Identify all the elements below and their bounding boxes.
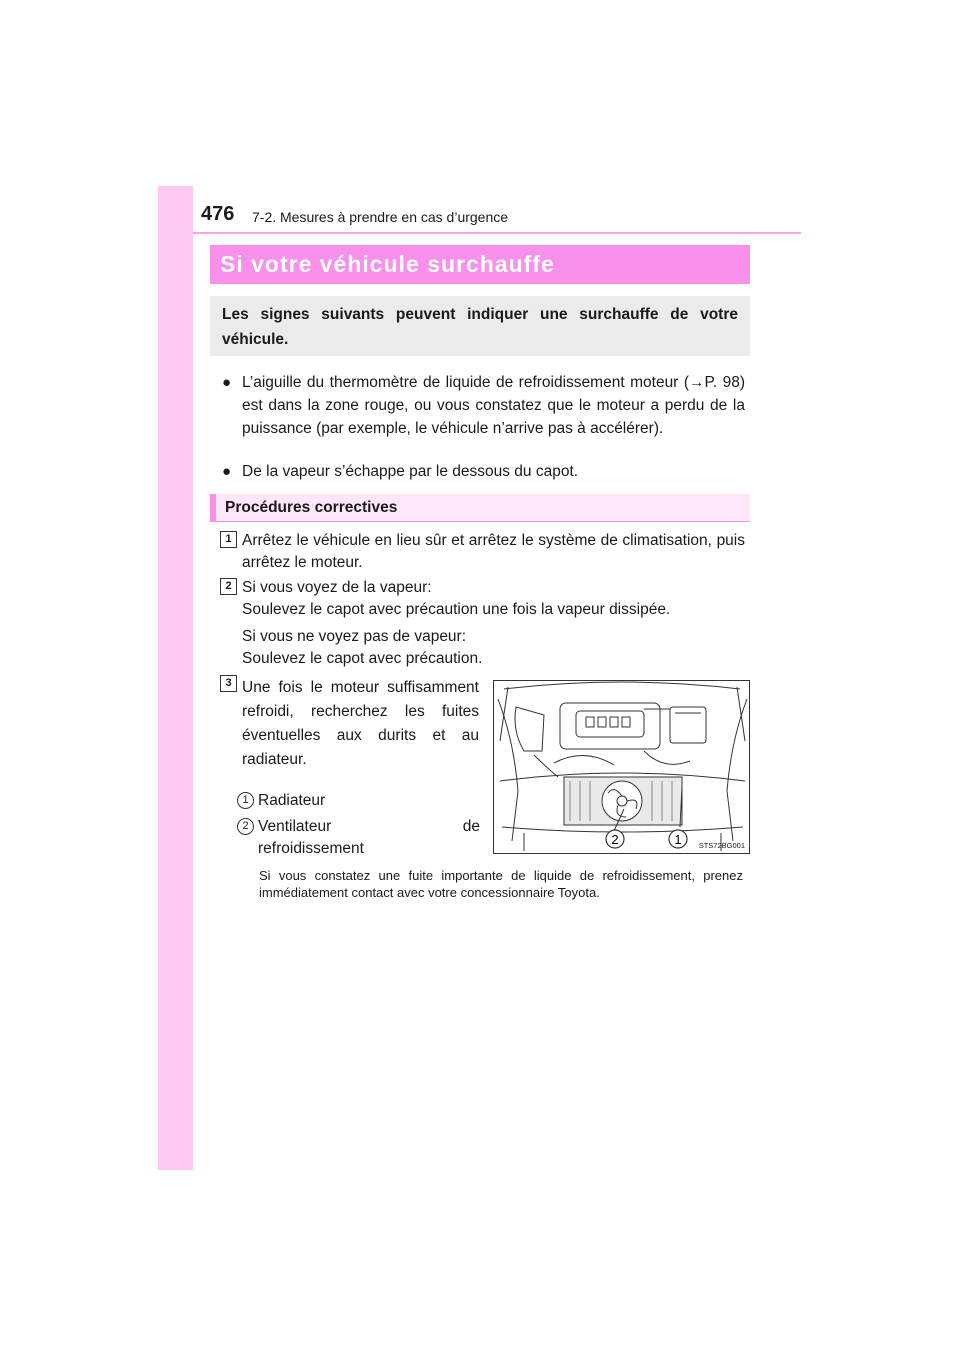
page-number: 476 <box>201 203 235 225</box>
step-2-text <box>242 577 745 621</box>
step-2-line: Soulevez le capot avec précaution une fois la vapeur dissipée. <box>242 601 671 618</box>
step-2-line: Soulevez le capot avec précaution. <box>242 650 483 667</box>
intro-box <box>210 296 750 356</box>
bullet-dot-icon: ● <box>222 463 232 480</box>
step-2-text-alt <box>242 626 745 670</box>
callout-label: 1 <box>674 832 682 847</box>
bullet-text: De la vapeur s’échappe par le dessous du capot. <box>242 463 579 480</box>
step-1-text: Arrêtez le véhicule en lieu sûr et arrêtez le système de climatisation, puis arrêtez le moteur. <box>242 532 745 571</box>
note-text: Si vous constatez une fuite importante de liquide de refroidissement, prenez immédiatement contact avec votre concessionnaire Toyota. <box>259 868 743 900</box>
step-number-badge: 1 <box>220 531 237 548</box>
step-number-badge: 2 <box>220 578 237 595</box>
legend-label: refroidissement <box>258 840 364 857</box>
section-title: Si votre véhicule surchauffe <box>210 245 750 284</box>
legend-number: 2 <box>237 818 254 835</box>
legend-number: 1 <box>237 792 254 809</box>
legend-label: Radiateur <box>258 792 326 809</box>
engine-bay-drawing <box>494 681 751 855</box>
bullet-text: L’aiguille du thermomètre de liquide de refroidissement moteur (→P. 98) est dans la zone rouge, ou vous constatez que le moteur a perdu de la puissance (par exemple, le véhicule n’arrive pas à accélérer). <box>242 374 745 437</box>
callout-label: 2 <box>611 832 619 847</box>
header-rule <box>193 232 801 234</box>
figure-code: STS72BG001 <box>698 841 745 850</box>
step-2-line: Si vous voyez de la vapeur: <box>242 579 432 596</box>
bullet-dot-icon: ● <box>222 374 232 391</box>
side-tab <box>158 186 193 1170</box>
chapter-title: 7-2. Mesures à prendre en cas d’urgence <box>252 209 509 225</box>
step-3-text: Une fois le moteur suffisamment refroidi, recherchez les fuites éventuelles aux durits et au radiateur. <box>242 679 479 768</box>
legend-label: Ventilateur de <box>258 818 480 835</box>
engine-bay-illustration <box>493 680 750 854</box>
step-2-line: Si vous ne voyez pas de vapeur: <box>242 628 467 645</box>
intro-text: Les signes suivants peuvent indiquer une surchauffe de votre véhicule. <box>222 306 738 348</box>
procedures-heading: Procédures correctives <box>210 494 750 522</box>
step-number-badge: 3 <box>220 675 237 692</box>
